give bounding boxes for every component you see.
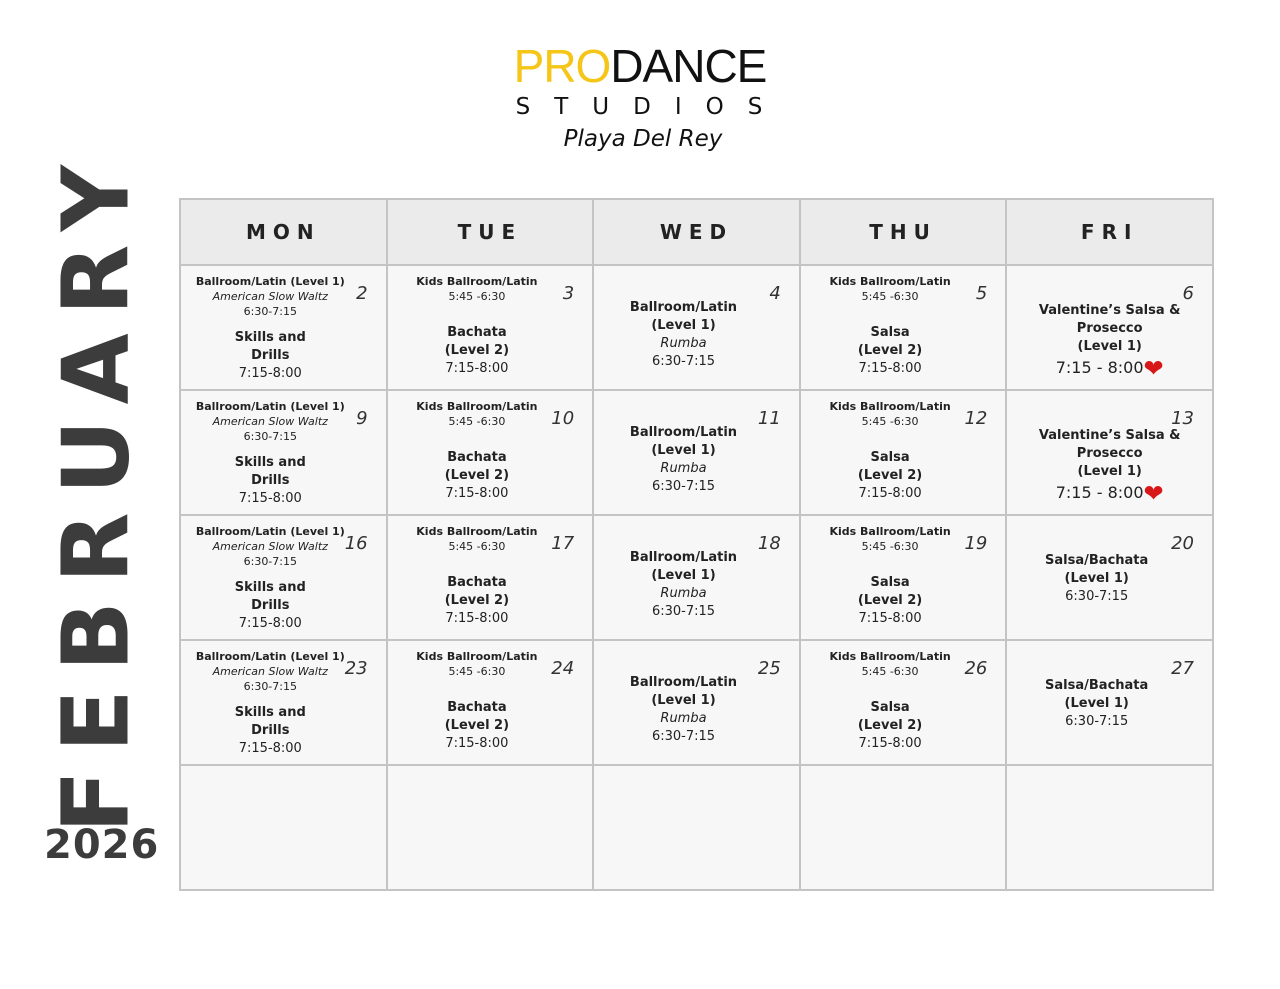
class-time: 7:15-8:00 — [238, 366, 302, 381]
class-schedule — [195, 274, 346, 383]
class-title: Drills — [251, 348, 290, 363]
day-cell — [800, 640, 1007, 765]
class-title: Bachata — [447, 575, 507, 590]
class-schedule — [1011, 427, 1208, 506]
class-time-row — [1011, 481, 1208, 506]
class-time: 5:45 -6:30 — [861, 415, 919, 428]
year-label: 2026 — [44, 822, 160, 868]
class-time: 7:15-8:00 — [445, 486, 509, 501]
date-number: 26 — [964, 658, 988, 679]
date-number: 12 — [964, 408, 988, 429]
date-number: 4 — [769, 283, 781, 304]
class-time: 7:15 - 8:00 — [1055, 358, 1144, 377]
day-cell — [800, 390, 1007, 515]
date-number: 18 — [757, 533, 781, 554]
class-time: 6:30-7:15 — [1065, 589, 1129, 604]
logo-location: Playa Del Rey — [563, 126, 723, 152]
class-style: Rumba — [660, 336, 707, 351]
class-time: 7:15-8:00 — [445, 611, 509, 626]
class-title: Ballroom/Latin — [629, 675, 738, 690]
class-title: Salsa/Bachata — [1045, 553, 1149, 568]
class-title: Valentine’s Salsa & Prosecco — [1038, 428, 1181, 461]
class-level: (Level 2) — [857, 468, 923, 483]
class-time: 7:15-8:00 — [445, 361, 509, 376]
class-level: (Level 2) — [444, 343, 510, 358]
class-title: Skills and — [234, 705, 306, 720]
class-style: Rumba — [660, 711, 707, 726]
class-schedule — [195, 524, 346, 633]
date-number: 20 — [1171, 533, 1194, 554]
class-level: (Level 1) — [651, 568, 716, 583]
class-level: (Level 2) — [444, 468, 510, 483]
calendar-grid — [179, 198, 1214, 891]
class-title: Skills and — [234, 455, 306, 470]
logo-pro: PRO — [513, 40, 611, 92]
class-time-row — [1011, 356, 1208, 381]
class-title: Bachata — [447, 450, 507, 465]
class-level: (Level 2) — [857, 718, 923, 733]
class-title: Kids Ballroom/Latin — [416, 525, 538, 538]
date-number: 17 — [551, 533, 575, 554]
class-schedule — [815, 524, 966, 628]
class-time: 5:45 -6:30 — [448, 290, 506, 303]
date-number: 24 — [551, 658, 575, 679]
class-schedule — [1021, 552, 1172, 606]
class-title: Ballroom/Latin (Level 1) — [195, 650, 345, 663]
day-cell — [593, 390, 800, 515]
logo-subtitle: STUDIOS — [515, 94, 787, 120]
class-level: (Level 1) — [1077, 464, 1142, 479]
class-title: Valentine’s Salsa & Prosecco — [1038, 303, 1181, 336]
date-number: 9 — [356, 408, 368, 429]
class-time: 5:45 -6:30 — [861, 290, 919, 303]
class-time: 6:30-7:15 — [651, 479, 716, 494]
class-time: 6:30-7:15 — [651, 354, 716, 369]
weekday-tue: TUE — [387, 199, 594, 265]
class-time: 6:30-7:15 — [243, 430, 297, 443]
class-schedule — [402, 524, 553, 628]
class-title: Kids Ballroom/Latin — [416, 650, 538, 663]
class-time: 7:15-8:00 — [858, 736, 922, 751]
empty-day-cell — [180, 765, 387, 890]
class-title: Salsa — [870, 450, 910, 465]
class-level: (Level 1) — [1064, 571, 1129, 586]
day-cell — [800, 515, 1007, 640]
class-title: Bachata — [447, 700, 507, 715]
class-time: 7:15-8:00 — [238, 616, 302, 631]
class-title: Kids Ballroom/Latin — [416, 400, 538, 413]
class-time: 5:45 -6:30 — [448, 540, 506, 553]
weekday-thu: THU — [800, 199, 1007, 265]
weekday-fri: FRI — [1006, 199, 1213, 265]
class-time: 7:15-8:00 — [238, 491, 302, 506]
class-schedule — [1021, 677, 1172, 731]
day-cell — [387, 515, 594, 640]
class-schedule — [608, 299, 759, 371]
studio-logo — [0, 40, 1280, 152]
week-row — [180, 390, 1213, 515]
weekday-mon: MON — [180, 199, 387, 265]
class-title: Kids Ballroom/Latin — [829, 525, 951, 538]
weekday-wed: WED — [593, 199, 800, 265]
class-time: 7:15-8:00 — [445, 736, 509, 751]
class-title: Skills and — [234, 330, 306, 345]
date-number: 25 — [757, 658, 781, 679]
class-title: Salsa — [870, 325, 910, 340]
month-title: FEBRUARY — [42, 146, 150, 834]
class-style: Rumba — [660, 586, 707, 601]
date-number: 3 — [562, 283, 575, 304]
day-cell — [593, 265, 800, 390]
date-number: 19 — [964, 533, 988, 554]
class-time: 7:15-8:00 — [858, 361, 922, 376]
class-time: 5:45 -6:30 — [861, 665, 919, 678]
class-title: Bachata — [447, 325, 507, 340]
class-level: (Level 2) — [444, 593, 510, 608]
date-number: 23 — [344, 658, 368, 679]
date-number: 11 — [757, 408, 781, 429]
class-time: 6:30-7:15 — [243, 680, 297, 693]
class-style: American Slow Waltz — [212, 415, 328, 428]
class-level: (Level 2) — [857, 593, 923, 608]
class-level: (Level 1) — [1077, 339, 1142, 354]
day-cell — [387, 390, 594, 515]
class-title: Ballroom/Latin — [629, 300, 738, 315]
day-cell — [180, 390, 387, 515]
class-schedule — [608, 549, 759, 621]
class-level: (Level 2) — [857, 343, 923, 358]
class-title: Drills — [251, 723, 290, 738]
class-time: 5:45 -6:30 — [448, 415, 506, 428]
class-time: 5:45 -6:30 — [448, 665, 506, 678]
class-schedule — [815, 274, 966, 378]
day-cell — [1006, 515, 1213, 640]
week-row — [180, 515, 1213, 640]
week-row — [180, 265, 1213, 390]
class-time: 7:15-8:00 — [858, 486, 922, 501]
class-time: 6:30-7:15 — [1065, 714, 1129, 729]
date-number: 10 — [551, 408, 575, 429]
class-schedule — [402, 399, 553, 503]
date-number: 13 — [1171, 408, 1194, 429]
day-cell — [1006, 390, 1213, 515]
day-cell — [180, 640, 387, 765]
empty-day-cell — [593, 765, 800, 890]
class-time: 5:45 -6:30 — [861, 540, 919, 553]
class-level: (Level 1) — [1064, 696, 1129, 711]
class-title: Drills — [251, 473, 290, 488]
class-title: Kids Ballroom/Latin — [829, 650, 951, 663]
class-schedule — [815, 399, 966, 503]
date-number: 6 — [1182, 283, 1194, 304]
class-title: Drills — [251, 598, 290, 613]
class-time: 6:30-7:15 — [651, 604, 716, 619]
class-level: (Level 1) — [651, 693, 716, 708]
class-style: American Slow Waltz — [212, 290, 328, 303]
week-row — [180, 640, 1213, 765]
class-time: 6:30-7:15 — [243, 305, 297, 318]
day-cell — [180, 265, 387, 390]
weekday-header-row — [180, 199, 1213, 265]
class-title: Ballroom/Latin — [629, 550, 738, 565]
class-title: Salsa — [870, 575, 910, 590]
class-schedule — [815, 649, 966, 753]
date-number: 16 — [344, 533, 368, 554]
class-time: 7:15 - 8:00 — [1055, 483, 1144, 502]
day-cell — [1006, 265, 1213, 390]
day-cell — [1006, 640, 1213, 765]
class-title: Salsa/Bachata — [1045, 678, 1149, 693]
class-level: (Level 2) — [444, 718, 510, 733]
class-schedule — [402, 649, 553, 753]
class-time: 6:30-7:15 — [243, 555, 297, 568]
day-cell — [387, 640, 594, 765]
class-schedule — [195, 399, 346, 508]
class-time: 7:15-8:00 — [858, 611, 922, 626]
heart-icon: ❤ — [1143, 354, 1164, 383]
date-number: 5 — [975, 283, 988, 304]
class-title: Skills and — [234, 580, 306, 595]
class-schedule — [402, 274, 553, 378]
heart-icon: ❤ — [1143, 479, 1164, 508]
week-row-empty — [180, 765, 1213, 890]
day-cell — [180, 515, 387, 640]
empty-day-cell — [1006, 765, 1213, 890]
class-level: (Level 1) — [651, 443, 716, 458]
class-time: 7:15-8:00 — [238, 741, 302, 756]
logo-dance: DANCE — [610, 40, 767, 92]
class-title: Ballroom/Latin (Level 1) — [195, 275, 345, 288]
class-schedule — [608, 424, 759, 496]
day-cell — [387, 265, 594, 390]
date-number: 2 — [356, 283, 368, 304]
class-style: Rumba — [660, 461, 707, 476]
class-schedule — [608, 674, 759, 746]
class-title: Kids Ballroom/Latin — [416, 275, 538, 288]
class-style: American Slow Waltz — [212, 540, 328, 553]
class-time: 6:30-7:15 — [651, 729, 716, 744]
class-schedule — [1011, 302, 1208, 381]
logo-wordmark — [0, 40, 1280, 92]
date-number: 27 — [1171, 658, 1194, 679]
day-cell — [593, 640, 800, 765]
class-level: (Level 1) — [651, 318, 716, 333]
class-title: Ballroom/Latin (Level 1) — [195, 525, 345, 538]
empty-day-cell — [387, 765, 594, 890]
day-cell — [800, 265, 1007, 390]
day-cell — [593, 515, 800, 640]
class-style: American Slow Waltz — [212, 665, 328, 678]
empty-day-cell — [800, 765, 1007, 890]
class-title: Kids Ballroom/Latin — [829, 275, 951, 288]
class-title: Ballroom/Latin (Level 1) — [195, 400, 345, 413]
class-title: Ballroom/Latin — [629, 425, 738, 440]
class-title: Kids Ballroom/Latin — [829, 400, 951, 413]
class-title: Salsa — [870, 700, 910, 715]
class-schedule — [195, 649, 346, 758]
